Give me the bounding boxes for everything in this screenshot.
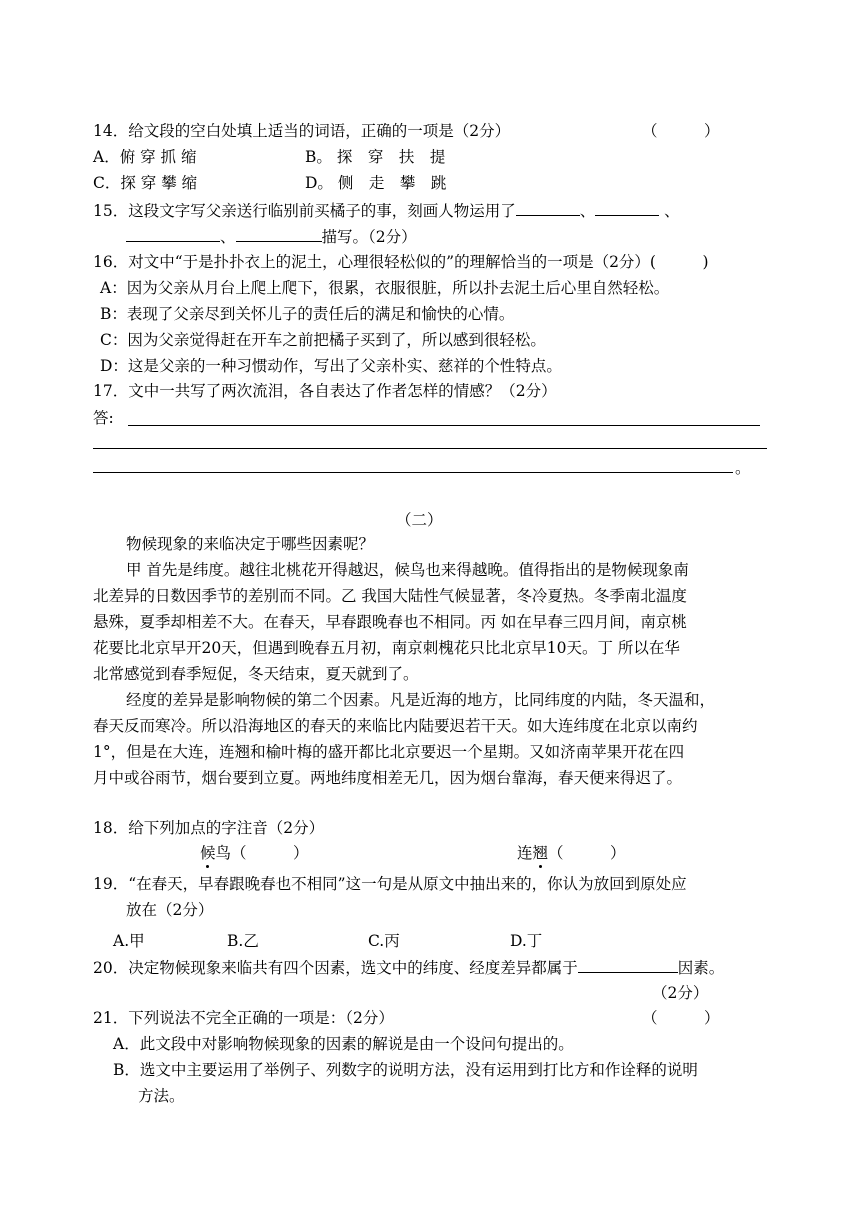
passage2-line: 经度的差异是影响物候的第二个因素。凡是近海的地方，比同纬度的内陆，冬天温和， bbox=[126, 691, 716, 709]
q17-end-mark: 。 bbox=[735, 459, 751, 477]
passage2-line: 物候现象的来临决定于哪些因素呢？ bbox=[126, 535, 375, 553]
q20-blank[interactable] bbox=[578, 957, 678, 973]
q20-prefix: 20．决定物候现象来临共有四个因素，选文中的纬度、经度差异都属于 bbox=[93, 959, 578, 977]
passage2-line: 花要比北京早开20天，但遇到晚春五月初，南京刺槐花只比北京早10天。丁 所以在华 bbox=[93, 639, 680, 657]
q21-option-b-line1: B．选文中主要运用了举例子、列数字的说明方法，没有运用到打比方和作诠释的说明 bbox=[113, 1061, 698, 1079]
q15-blank-3[interactable] bbox=[126, 226, 220, 242]
q20-score: （2分） bbox=[652, 984, 709, 1002]
q14-option-a: A．俯 穿 抓 缩 bbox=[93, 148, 197, 166]
passage2-heading: （二） bbox=[396, 511, 443, 529]
q17-answer-line-3[interactable] bbox=[93, 472, 733, 473]
passage2-line: 悬殊，夏季却相差不大。在春天，早春跟晚春也不相同。丙 如在早春三四月间，南京桃 bbox=[93, 613, 687, 631]
q19-option-b: B.乙 bbox=[227, 932, 259, 950]
q20-line bbox=[93, 957, 724, 978]
q19-stem-line1: 19．“在春天，早春跟晚春也不相同”这一句是从原文中抽出来的，你认为放回到原处应 bbox=[93, 875, 687, 893]
q18-word-2 bbox=[517, 843, 626, 863]
q15-blank-2[interactable] bbox=[595, 200, 659, 216]
q19-stem-line2: 放在（2分） bbox=[126, 901, 214, 919]
q20-suffix: 因素。 bbox=[677, 959, 725, 977]
q15-sep1: 、 bbox=[579, 202, 596, 220]
passage2-line: 北常感觉到春季短促，冬天结束，夏天就到了。 bbox=[93, 665, 419, 683]
q14-stem: 14．给文段的空白处填上适当的词语，正确的一项是（2分） bbox=[93, 122, 511, 140]
q15-line2 bbox=[126, 226, 417, 247]
q17-answer-line-1[interactable] bbox=[128, 425, 760, 426]
q18-word-1-rest: 鸟（ ） bbox=[215, 844, 309, 862]
q19-option-a: A.甲 bbox=[113, 932, 145, 950]
q15-prefix: 15．这段文字写父亲送行临别前买橘子的事，刻画人物运用了 bbox=[93, 202, 516, 220]
q15-suffix: 描写。（2分） bbox=[321, 228, 417, 246]
q15-blank-1[interactable] bbox=[516, 200, 580, 216]
q21-answer-paren: （ ） bbox=[642, 1009, 720, 1027]
q16-option-d: D：这是父亲的一种习惯动作，写出了父亲朴实、慈祥的个性特点。 bbox=[100, 357, 562, 375]
q21-option-b-line2: 方法。 bbox=[138, 1087, 185, 1105]
passage2-line: 1°，但是在大连，连翘和榆叶梅的盛开都比北京要迟一个星期。又如济南苹果开花在四 bbox=[93, 743, 685, 761]
q14-option-c: C．探 穿 攀 缩 bbox=[93, 174, 198, 192]
q15-blank-4[interactable] bbox=[236, 226, 322, 242]
q14-option-d: D。 侧 走 攀 跳 bbox=[305, 174, 447, 192]
q18-word-2-rest: （ ） bbox=[548, 844, 626, 862]
q15-line1 bbox=[93, 200, 680, 221]
q16-option-c: C：因为父亲觉得赶在开车之前把橘子买到了，所以感到很轻松。 bbox=[100, 331, 546, 349]
passage2-line: 北差异的日数因季节的差别而不同。乙 我国大陆性气候显著，冬冷夏热。冬季南北温度 bbox=[93, 587, 687, 605]
q18-word-1-dotted-char: 候 bbox=[200, 844, 216, 862]
q16-stem: 16．对文中“于是扑扑衣上的泥土，心理很轻松似的”的理解恰当的一项是（2分）( ) bbox=[93, 253, 709, 271]
q15-sep2: 、 bbox=[659, 202, 680, 220]
q19-option-d: D.丁 bbox=[510, 932, 543, 950]
q17-answer-line-2[interactable] bbox=[93, 448, 767, 449]
q19-option-c: C.丙 bbox=[368, 932, 400, 950]
q21-stem: 21．下列说法不完全正确的一项是：（2分） bbox=[93, 1009, 394, 1027]
passage2-line: 月中或谷雨节，烟台要到立夏。两地纬度相差无几，因为烟台靠海，春天便来得迟了。 bbox=[93, 769, 683, 787]
q14-option-b: B。 探 穿 扶 提 bbox=[305, 148, 446, 166]
q21-option-a: A．此文段中对影响物候现象的因素的解说是由一个设问句提出的。 bbox=[113, 1035, 574, 1053]
q18-word-2-dotted-char: 翘 bbox=[532, 844, 549, 862]
q16-option-a: A：因为父亲从月台上爬上爬下，很累，衣服很脏，所以扑去泥土后心里自然轻松。 bbox=[100, 279, 670, 297]
q14-answer-paren: （ ） bbox=[642, 122, 720, 140]
q18-word-1 bbox=[200, 843, 309, 863]
q17-stem: 17．文中一共写了两次流泪，各自表达了作者怎样的情感？（2分） bbox=[93, 382, 557, 400]
q18-word-2-first-char: 连 bbox=[517, 844, 533, 862]
q17-answer-label: 答: bbox=[93, 409, 114, 427]
q18-stem: 18．给下列加点的字注音（2分） bbox=[93, 819, 325, 837]
q16-option-b: B：表现了父亲尽到关怀儿子的责任后的满足和愉快的心情。 bbox=[100, 305, 515, 323]
passage2-line: 甲 首先是纬度。越往北桃花开得越迟，候鸟也来得越晚。值得指出的是物候现象南 bbox=[126, 561, 689, 579]
q15-sep3: 、 bbox=[220, 228, 236, 246]
passage2-line: 春天反而寒冷。所以沿海地区的春天的来临比内陆要迟若干天。如大连纬度在北京以南约 bbox=[93, 717, 698, 735]
